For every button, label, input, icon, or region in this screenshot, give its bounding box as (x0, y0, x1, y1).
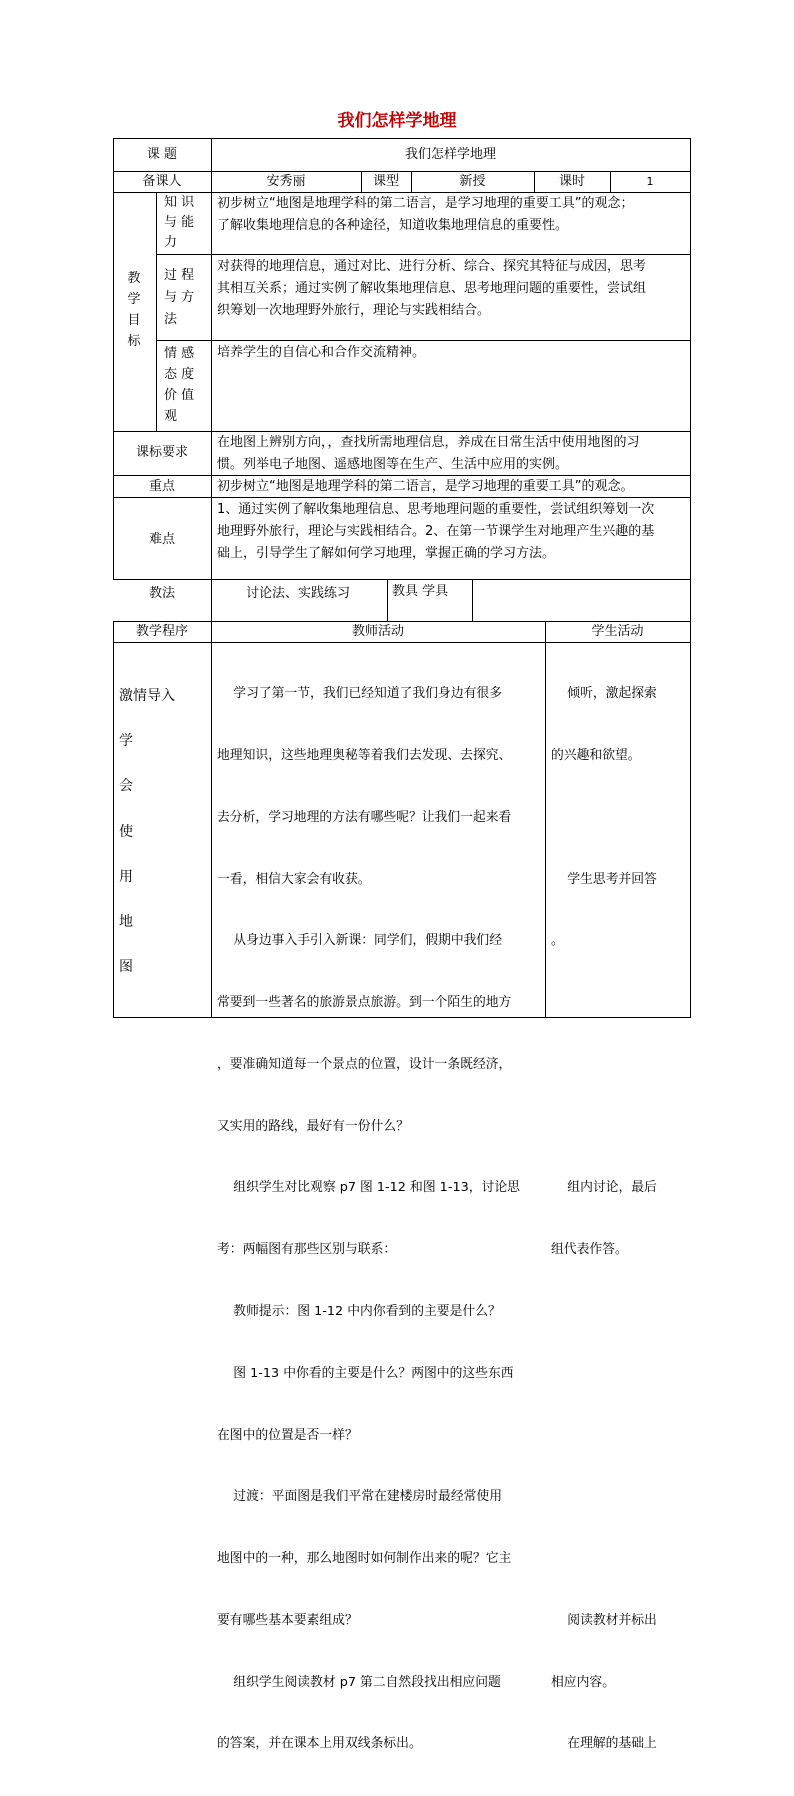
process-text (217, 256, 646, 322)
procedure-teacher-column (217, 643, 520, 1796)
emotion-text-line: 培养学生的自信心和合作交流精神。 (217, 345, 426, 360)
process-label-line: 过 程 (164, 268, 195, 283)
student-line: 相应内容。 (551, 1674, 615, 1690)
teacher-line: ，要准确知道每一个景点的位置，设计一条既经济， (217, 1056, 512, 1072)
procedure-teacher-header: 教师活动 (351, 624, 404, 639)
knowledge-label-line: 力 (164, 235, 178, 250)
key-point-text: 初步树立“地图是地理学科的第二语言，是学习地理的重要工具”的观念。 (217, 479, 634, 494)
program-step (119, 934, 175, 957)
difficulty-text-line: 础上，引导学生了解如何学习地理，掌握正确的学习方法。 (217, 546, 556, 561)
standards-label: 课标要求 (135, 445, 188, 460)
difficulty-text-line: 地理野外旅行，理论与实践相结合。2、在第一节课学生对地理产生兴趣的基 (217, 524, 655, 539)
topic-value: 我们怎样学地理 (404, 147, 496, 162)
student-line (551, 1302, 657, 1323)
teacher-line: 组织学生阅读教材 p7 第二自然段找出相应问题 (217, 1674, 501, 1690)
student-line (551, 1549, 657, 1570)
aids-label: 教具 学具 (392, 584, 449, 599)
program-step: 地 (119, 913, 133, 930)
goals-label-char: 学 (127, 292, 141, 307)
emotion-label-line: 情 感 (164, 346, 195, 361)
grid-line (156, 192, 157, 431)
teacher-line: 要有哪些基本要素组成？ (217, 1612, 358, 1628)
emotion-text (217, 342, 425, 364)
process-label (164, 265, 194, 331)
difficulty-label: 难点 (148, 532, 175, 547)
teacher-line: 教师提示：图 1-12 中内你看到的主要是什么？ (217, 1304, 501, 1319)
hours-value: 1 (646, 175, 654, 188)
student-line: 。 (551, 933, 564, 949)
teacher-line: 地图中的一种，那么地图时如何制作出来的呢？它主 (217, 1551, 512, 1567)
teacher-line: 组织学生对比观察 p7 图 1-12 和图 1-13，讨论思 (217, 1180, 520, 1196)
program-step: 激情导入 (119, 688, 175, 704)
knowledge-text (217, 193, 633, 237)
type-value: 新授 (459, 174, 486, 189)
grid-line (387, 579, 388, 621)
emotion-label-line: 价 值 (164, 388, 195, 403)
grid-line (690, 138, 691, 1018)
procedure-student-header: 学生活动 (591, 624, 644, 639)
page-title: 我们怎样学地理 (337, 111, 457, 131)
teacher-line: 地理知识，这些地理奥秘等着我们去发现、去探究、 (217, 747, 512, 763)
difficulty-text (217, 499, 654, 565)
student-line (551, 1487, 657, 1508)
goals-label-char: 教 (127, 271, 141, 286)
emotion-label-line: 观 (164, 409, 178, 424)
procedure-student-column (551, 643, 657, 1796)
student-line: 倾听，激起探索 (551, 686, 657, 702)
grid-line (156, 340, 691, 341)
method-value: 讨论法、实践练习 (246, 586, 351, 601)
teacher-line: 从身边事入手引入新课：同学们，假期中我们经 (217, 933, 503, 949)
teacher-line: 又实用的路线，最好有一份什么？ (217, 1118, 409, 1134)
student-line: 的兴趣和欲望。 (551, 747, 641, 763)
grid-line (113, 138, 114, 579)
program-step: 会 (119, 778, 133, 795)
preparer-label: 备课人 (142, 174, 182, 189)
grid-line (156, 254, 691, 255)
student-line (551, 1055, 657, 1076)
teacher-line: 常要到一些著名的旅游景点旅游。到一个陌生的地方 (217, 995, 512, 1011)
grid-line (211, 579, 212, 1018)
program-step (119, 708, 175, 731)
student-line (551, 993, 657, 1014)
goals-label (124, 268, 144, 352)
procedure-program-header: 教学程序 (135, 624, 188, 639)
hours-label: 课时 (558, 174, 585, 189)
grid-line (472, 579, 473, 621)
goals-label-char: 目 (127, 313, 141, 328)
program-step (119, 843, 175, 866)
teacher-line: 一看，相信大家会有收获。 (217, 871, 371, 887)
knowledge-label-line: 知 识 (164, 195, 195, 210)
standards-text (217, 432, 640, 476)
grid-line (211, 138, 212, 580)
preparer-value: 安秀丽 (266, 174, 306, 189)
student-line (551, 808, 657, 829)
student-line: 学生思考并回答 (551, 871, 657, 887)
teacher-line: 在图中的位置是否一样？ (217, 1427, 358, 1443)
grid-line (545, 621, 546, 1018)
program-step: 用 (119, 868, 133, 885)
type-label: 课型 (372, 174, 399, 189)
student-line: 组代表作答。 (551, 1242, 628, 1258)
aids-value (478, 581, 482, 603)
program-step: 图 (119, 959, 133, 976)
teacher-line: 过渡：平面图是我们平常在建楼房时最经常使用 (217, 1489, 503, 1505)
process-label-line: 与 方 (164, 290, 195, 305)
teacher-line: 的答案，并在课本上用双线条标出。 (217, 1736, 422, 1752)
teacher-line: 去分析，学习地理的方法有哪些呢？让我们一起来看 (217, 809, 512, 825)
student-line (551, 1426, 657, 1447)
teacher-line: 考：两幅图有那些区别与联系： (217, 1242, 397, 1258)
method-label: 教法 (148, 586, 175, 601)
difficulty-text-line: 1、通过实例了解收集地理信息、思考地理问题的重要性，尝试组织筹划一次 (217, 502, 655, 517)
procedure-program-column (119, 685, 175, 979)
teacher-line: 图 1-13 中你看的主要是什么？两图中的这些东西 (217, 1365, 514, 1381)
knowledge-text-line: 初步树立“地图是地理学科的第二语言，是学习地理的重要工具”的观念； (217, 196, 634, 211)
student-line: 阅读教材并标出 (551, 1612, 657, 1628)
student-line: 组内讨论，最后 (551, 1180, 657, 1196)
grid-line (113, 621, 114, 1017)
process-text-line: 织筹划一次地理野外旅行，理论与实践相结合。 (217, 303, 491, 318)
standards-text-line: 惯。列举电子地图、遥感地图等在生产、生活中应用的实例。 (217, 457, 569, 472)
process-text-line: 对获得的地理信息，通过对比、进行分析、综合、探究其特征与成因，思考 (217, 259, 647, 274)
knowledge-label (164, 193, 194, 253)
process-label-line: 法 (164, 312, 178, 327)
standards-text-line: 在地图上辨别方向，，查找所需地理信息，养成在日常生活中使用地图的习 (217, 435, 640, 450)
program-step (119, 798, 175, 821)
process-text-line: 其相互关系；通过实例了解收集地理信息、思考地理问题的重要性，尝试组 (217, 281, 647, 296)
student-line (551, 1117, 657, 1138)
grid-line (113, 579, 691, 580)
knowledge-text-line: 了解收集地理信息的各种途径，知道收集地理信息的重要性。 (217, 218, 569, 233)
program-step: 使 (119, 823, 133, 840)
topic-label: 课 题 (146, 147, 178, 162)
student-line (551, 1364, 657, 1385)
key-point-label: 重点 (148, 479, 175, 494)
knowledge-label-line: 与 能 (164, 215, 195, 230)
program-step: 学 (119, 733, 133, 750)
emotion-label (164, 343, 194, 427)
program-step (119, 753, 175, 776)
goals-label-char: 标 (127, 334, 141, 349)
emotion-label-line: 态 度 (164, 367, 195, 382)
program-step (119, 888, 175, 911)
student-line: 在理解的基础上 (551, 1736, 657, 1752)
grid-line (113, 138, 691, 139)
teacher-line: 学习了第一节，我们已经知道了我们身边有很多 (217, 686, 503, 702)
